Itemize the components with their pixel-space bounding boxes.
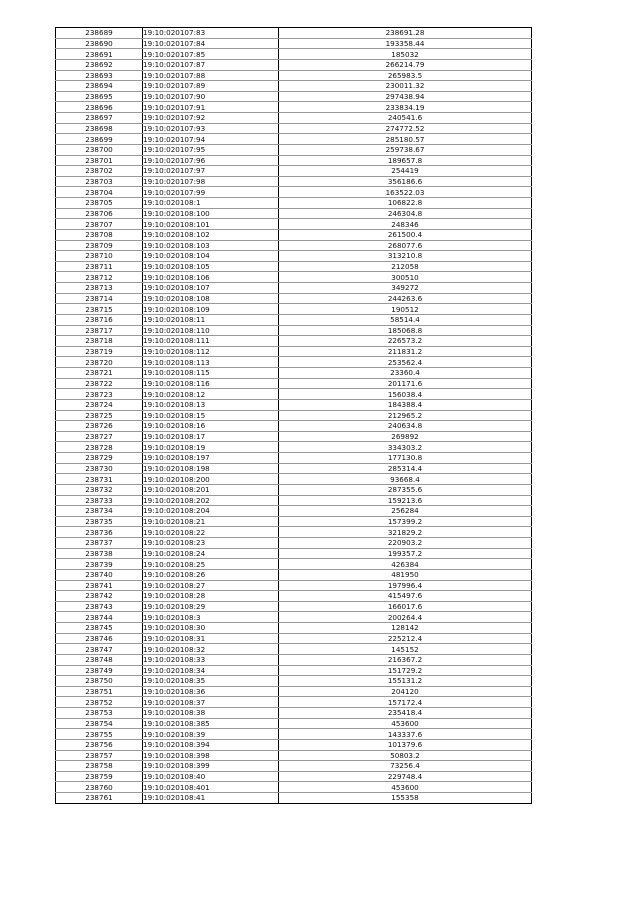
value-cell: 244263.6	[279, 293, 532, 304]
value-cell: 254419	[279, 166, 532, 177]
cadastral-number-cell: 19:10:020108:16	[143, 421, 279, 432]
cadastral-number-cell: 19:10:020108:28	[143, 591, 279, 602]
table-row	[56, 463, 532, 474]
cadastral-number-cell: 19:10:020108:200	[143, 474, 279, 485]
cadastral-number-cell: 19:10:020107:85	[143, 49, 279, 60]
cadastral-number-cell: 19:10:020108:385	[143, 718, 279, 729]
table-row	[56, 134, 532, 145]
table-row	[56, 49, 532, 60]
table-row	[56, 442, 532, 453]
table-row	[56, 229, 532, 240]
value-cell: 190512	[279, 304, 532, 315]
cadastral-number-cell: 19:10:020108:201	[143, 484, 279, 495]
table-row	[56, 591, 532, 602]
value-cell: 200264.4	[279, 612, 532, 623]
cadastral-number-cell: 19:10:020108:197	[143, 453, 279, 464]
row-number-cell: 238691	[56, 49, 143, 60]
value-cell: 156038.4	[279, 389, 532, 400]
table-row	[56, 484, 532, 495]
table-row	[56, 718, 532, 729]
table-row	[56, 346, 532, 357]
table-row	[56, 569, 532, 580]
cadastral-number-cell: 19:10:020108:36	[143, 686, 279, 697]
value-cell: 23360.4	[279, 368, 532, 379]
table-row	[56, 113, 532, 124]
table-row	[56, 272, 532, 283]
value-cell: 189657.8	[279, 155, 532, 166]
cadastral-number-cell: 19:10:020108:30	[143, 623, 279, 634]
row-number-cell: 238734	[56, 506, 143, 517]
row-number-cell: 238692	[56, 59, 143, 70]
table-row	[56, 644, 532, 655]
table-row	[56, 676, 532, 687]
row-number-cell: 238715	[56, 304, 143, 315]
table-row	[56, 761, 532, 772]
value-cell: 266214.79	[279, 59, 532, 70]
value-cell: 211831.2	[279, 346, 532, 357]
cadastral-number-cell: 19:10:020107:96	[143, 155, 279, 166]
row-number-cell: 238760	[56, 782, 143, 793]
cadastral-number-cell: 19:10:020108:103	[143, 240, 279, 251]
value-cell: 349272	[279, 283, 532, 294]
value-cell: 453600	[279, 782, 532, 793]
value-cell: 246304.8	[279, 208, 532, 219]
table-row	[56, 538, 532, 549]
value-cell: 143337.6	[279, 729, 532, 740]
row-number-cell: 238729	[56, 453, 143, 464]
row-number-cell: 238757	[56, 750, 143, 761]
row-number-cell: 238745	[56, 623, 143, 634]
row-number-cell: 238755	[56, 729, 143, 740]
table-row	[56, 38, 532, 49]
cadastral-number-cell: 19:10:020107:91	[143, 102, 279, 113]
cadastral-number-cell: 19:10:020107:88	[143, 70, 279, 81]
table-row	[56, 91, 532, 102]
cadastral-number-cell: 19:10:020108:107	[143, 283, 279, 294]
table-row	[56, 474, 532, 485]
table-row	[56, 601, 532, 612]
value-cell: 240634.8	[279, 421, 532, 432]
cadastral-number-cell: 19:10:020108:115	[143, 368, 279, 379]
value-cell: 155358	[279, 793, 532, 804]
value-cell: 184388.4	[279, 399, 532, 410]
table-row	[56, 708, 532, 719]
cadastral-number-cell: 19:10:020107:92	[143, 113, 279, 124]
cadastral-number-cell: 19:10:020107:84	[143, 38, 279, 49]
value-cell: 204120	[279, 686, 532, 697]
table-row	[56, 516, 532, 527]
cadastral-number-cell: 19:10:020108:39	[143, 729, 279, 740]
table-row	[56, 453, 532, 464]
row-number-cell: 238746	[56, 633, 143, 644]
row-number-cell: 238710	[56, 251, 143, 262]
cadastral-number-cell: 19:10:020108:34	[143, 665, 279, 676]
value-cell: 313210.8	[279, 251, 532, 262]
cadastral-number-cell: 19:10:020108:24	[143, 548, 279, 559]
table-row	[56, 368, 532, 379]
row-number-cell: 238759	[56, 771, 143, 782]
value-cell: 233834.19	[279, 102, 532, 113]
value-cell: 216367.2	[279, 654, 532, 665]
value-cell: 287355.6	[279, 484, 532, 495]
row-number-cell: 238693	[56, 70, 143, 81]
table-row	[56, 612, 532, 623]
cadastral-number-cell: 19:10:020108:23	[143, 538, 279, 549]
table-row	[56, 633, 532, 644]
cadastral-number-cell: 19:10:020108:15	[143, 410, 279, 421]
table-row	[56, 59, 532, 70]
row-number-cell: 238732	[56, 484, 143, 495]
row-number-cell: 238696	[56, 102, 143, 113]
row-number-cell: 238730	[56, 463, 143, 474]
table-row	[56, 421, 532, 432]
cadastral-number-cell: 19:10:020108:13	[143, 399, 279, 410]
row-number-cell: 238742	[56, 591, 143, 602]
cadastral-number-cell: 19:10:020108:202	[143, 495, 279, 506]
value-cell: 101379.6	[279, 739, 532, 750]
row-number-cell: 238737	[56, 538, 143, 549]
row-number-cell: 238699	[56, 134, 143, 145]
value-cell: 151729.2	[279, 665, 532, 676]
row-number-cell: 238697	[56, 113, 143, 124]
value-cell: 73256.4	[279, 761, 532, 772]
cadastral-number-cell: 19:10:020108:37	[143, 697, 279, 708]
data-table	[55, 27, 532, 804]
value-cell: 155131.2	[279, 676, 532, 687]
row-number-cell: 238712	[56, 272, 143, 283]
table-row	[56, 261, 532, 272]
table-row	[56, 357, 532, 368]
cadastral-number-cell: 19:10:020108:116	[143, 378, 279, 389]
table-row	[56, 506, 532, 517]
row-number-cell: 238739	[56, 559, 143, 570]
cadastral-number-cell: 19:10:020108:100	[143, 208, 279, 219]
row-number-cell: 238713	[56, 283, 143, 294]
row-number-cell: 238728	[56, 442, 143, 453]
row-number-cell: 238705	[56, 198, 143, 209]
value-cell: 212965.2	[279, 410, 532, 421]
row-number-cell: 238718	[56, 336, 143, 347]
value-cell: 159213.6	[279, 495, 532, 506]
table-row	[56, 304, 532, 315]
value-cell: 230011.32	[279, 81, 532, 92]
cadastral-number-cell: 19:10:020107:99	[143, 187, 279, 198]
table-row	[56, 198, 532, 209]
row-number-cell: 238716	[56, 314, 143, 325]
value-cell: 226573.2	[279, 336, 532, 347]
cadastral-number-cell: 19:10:020108:22	[143, 527, 279, 538]
value-cell: 356186.6	[279, 176, 532, 187]
value-cell: 297438.94	[279, 91, 532, 102]
table-row	[56, 176, 532, 187]
cadastral-number-cell: 19:10:020107:95	[143, 144, 279, 155]
row-number-cell: 238756	[56, 739, 143, 750]
cadastral-number-cell: 19:10:020108:40	[143, 771, 279, 782]
cadastral-number-cell: 19:10:020108:204	[143, 506, 279, 517]
cadastral-number-cell: 19:10:020108:25	[143, 559, 279, 570]
value-cell: 197996.4	[279, 580, 532, 591]
row-number-cell: 238722	[56, 378, 143, 389]
value-cell: 334303.2	[279, 442, 532, 453]
row-number-cell: 238689	[56, 28, 143, 39]
row-number-cell: 238707	[56, 219, 143, 230]
row-number-cell: 238748	[56, 654, 143, 665]
table-row	[56, 665, 532, 676]
value-cell: 426384	[279, 559, 532, 570]
cadastral-number-cell: 19:10:020108:33	[143, 654, 279, 665]
table-row	[56, 686, 532, 697]
row-number-cell: 238761	[56, 793, 143, 804]
table-row	[56, 314, 532, 325]
row-number-cell: 238753	[56, 708, 143, 719]
table-row	[56, 240, 532, 251]
row-number-cell: 238690	[56, 38, 143, 49]
table-row	[56, 654, 532, 665]
value-cell: 145152	[279, 644, 532, 655]
table-row	[56, 729, 532, 740]
cadastral-number-cell: 19:10:020108:35	[143, 676, 279, 687]
cadastral-number-cell: 19:10:020108:38	[143, 708, 279, 719]
row-number-cell: 238717	[56, 325, 143, 336]
value-cell: 185068.8	[279, 325, 532, 336]
row-number-cell: 238735	[56, 516, 143, 527]
table-row	[56, 559, 532, 570]
row-number-cell: 238708	[56, 229, 143, 240]
row-number-cell: 238700	[56, 144, 143, 155]
row-number-cell: 238714	[56, 293, 143, 304]
cadastral-number-cell: 19:10:020108:1	[143, 198, 279, 209]
value-cell: 235418.4	[279, 708, 532, 719]
row-number-cell: 238726	[56, 421, 143, 432]
value-cell: 268077.6	[279, 240, 532, 251]
table-row	[56, 293, 532, 304]
table-row	[56, 208, 532, 219]
row-number-cell: 238724	[56, 399, 143, 410]
row-number-cell: 238720	[56, 357, 143, 368]
cadastral-number-cell: 19:10:020108:106	[143, 272, 279, 283]
row-number-cell: 238744	[56, 612, 143, 623]
row-number-cell: 238694	[56, 81, 143, 92]
row-number-cell: 238698	[56, 123, 143, 134]
row-number-cell: 238721	[56, 368, 143, 379]
table-row	[56, 102, 532, 113]
value-cell: 240541.6	[279, 113, 532, 124]
value-cell: 50803.2	[279, 750, 532, 761]
value-cell: 163522.03	[279, 187, 532, 198]
value-cell: 166017.6	[279, 601, 532, 612]
table-row	[56, 697, 532, 708]
cadastral-number-cell: 19:10:020108:3	[143, 612, 279, 623]
cadastral-number-cell: 19:10:020108:12	[143, 389, 279, 400]
row-number-cell: 238747	[56, 644, 143, 655]
cadastral-number-cell: 19:10:020108:11	[143, 314, 279, 325]
table-row	[56, 283, 532, 294]
row-number-cell: 238743	[56, 601, 143, 612]
table-row	[56, 782, 532, 793]
cadastral-number-cell: 19:10:020107:98	[143, 176, 279, 187]
cadastral-number-cell: 19:10:020108:101	[143, 219, 279, 230]
row-number-cell: 238703	[56, 176, 143, 187]
cadastral-number-cell: 19:10:020107:89	[143, 81, 279, 92]
cadastral-number-cell: 19:10:020108:29	[143, 601, 279, 612]
cadastral-number-cell: 19:10:020108:113	[143, 357, 279, 368]
cadastral-number-cell: 19:10:020107:90	[143, 91, 279, 102]
table-row	[56, 187, 532, 198]
table-body	[56, 28, 532, 804]
cadastral-number-cell: 19:10:020108:21	[143, 516, 279, 527]
value-cell: 225212.4	[279, 633, 532, 644]
cadastral-number-cell: 19:10:020108:31	[143, 633, 279, 644]
cadastral-number-cell: 19:10:020107:93	[143, 123, 279, 134]
row-number-cell: 238723	[56, 389, 143, 400]
value-cell: 238691.28	[279, 28, 532, 39]
row-number-cell: 238701	[56, 155, 143, 166]
value-cell: 253562.4	[279, 357, 532, 368]
cadastral-number-cell: 19:10:020108:398	[143, 750, 279, 761]
value-cell: 285314.4	[279, 463, 532, 474]
value-cell: 229748.4	[279, 771, 532, 782]
row-number-cell: 238740	[56, 569, 143, 580]
table-row	[56, 771, 532, 782]
table-row	[56, 166, 532, 177]
row-number-cell: 238751	[56, 686, 143, 697]
table-row	[56, 793, 532, 804]
row-number-cell: 238754	[56, 718, 143, 729]
table-row	[56, 123, 532, 134]
value-cell: 285180.57	[279, 134, 532, 145]
cadastral-number-cell: 19:10:020108:105	[143, 261, 279, 272]
cadastral-number-cell: 19:10:020108:109	[143, 304, 279, 315]
value-cell: 201171.6	[279, 378, 532, 389]
value-cell: 58514.4	[279, 314, 532, 325]
table-row	[56, 325, 532, 336]
value-cell: 274772.52	[279, 123, 532, 134]
row-number-cell: 238725	[56, 410, 143, 421]
row-number-cell: 238695	[56, 91, 143, 102]
row-number-cell: 238738	[56, 548, 143, 559]
table-row	[56, 155, 532, 166]
cadastral-number-cell: 19:10:020108:41	[143, 793, 279, 804]
row-number-cell: 238702	[56, 166, 143, 177]
row-number-cell: 238719	[56, 346, 143, 357]
cadastral-number-cell: 19:10:020108:32	[143, 644, 279, 655]
value-cell: 106822.8	[279, 198, 532, 209]
cadastral-number-cell: 19:10:020108:112	[143, 346, 279, 357]
cadastral-number-cell: 19:10:020108:198	[143, 463, 279, 474]
table-row	[56, 378, 532, 389]
row-number-cell: 238733	[56, 495, 143, 506]
cadastral-number-cell: 19:10:020108:104	[143, 251, 279, 262]
cadastral-number-cell: 19:10:020108:26	[143, 569, 279, 580]
value-cell: 212058	[279, 261, 532, 272]
table-row	[56, 336, 532, 347]
cadastral-number-cell: 19:10:020108:17	[143, 431, 279, 442]
cadastral-number-cell: 19:10:020108:19	[143, 442, 279, 453]
row-number-cell: 238731	[56, 474, 143, 485]
value-cell: 248346	[279, 219, 532, 230]
value-cell: 157172.4	[279, 697, 532, 708]
value-cell: 177130.8	[279, 453, 532, 464]
table-row	[56, 251, 532, 262]
cadastral-number-cell: 19:10:020108:108	[143, 293, 279, 304]
cadastral-number-cell: 19:10:020108:102	[143, 229, 279, 240]
value-cell: 321829.2	[279, 527, 532, 538]
value-cell: 193358.44	[279, 38, 532, 49]
table-row	[56, 81, 532, 92]
table-row	[56, 431, 532, 442]
row-number-cell: 238741	[56, 580, 143, 591]
value-cell: 259738.67	[279, 144, 532, 155]
value-cell: 481950	[279, 569, 532, 580]
cadastral-number-cell: 19:10:020107:97	[143, 166, 279, 177]
row-number-cell: 238709	[56, 240, 143, 251]
table-row	[56, 389, 532, 400]
table-row	[56, 580, 532, 591]
value-cell: 93668.4	[279, 474, 532, 485]
table-row	[56, 527, 532, 538]
value-cell: 220903.2	[279, 538, 532, 549]
table-row	[56, 219, 532, 230]
value-cell: 453600	[279, 718, 532, 729]
row-number-cell: 238706	[56, 208, 143, 219]
value-cell: 415497.6	[279, 591, 532, 602]
table-row	[56, 750, 532, 761]
cadastral-number-cell: 19:10:020107:83	[143, 28, 279, 39]
value-cell: 157399.2	[279, 516, 532, 527]
table-row	[56, 144, 532, 155]
row-number-cell: 238727	[56, 431, 143, 442]
value-cell: 265983.5	[279, 70, 532, 81]
cadastral-number-cell: 19:10:020108:401	[143, 782, 279, 793]
table-row	[56, 495, 532, 506]
table-row	[56, 410, 532, 421]
table-row	[56, 739, 532, 750]
value-cell: 300510	[279, 272, 532, 283]
value-cell: 261500.4	[279, 229, 532, 240]
value-cell: 185032	[279, 49, 532, 60]
row-number-cell: 238749	[56, 665, 143, 676]
value-cell: 269892	[279, 431, 532, 442]
row-number-cell: 238711	[56, 261, 143, 272]
table-row	[56, 399, 532, 410]
row-number-cell: 238750	[56, 676, 143, 687]
cadastral-number-cell: 19:10:020108:111	[143, 336, 279, 347]
cadastral-number-cell: 19:10:020108:27	[143, 580, 279, 591]
value-cell: 256284	[279, 506, 532, 517]
cadastral-number-cell: 19:10:020108:394	[143, 739, 279, 750]
cadastral-number-cell: 19:10:020107:94	[143, 134, 279, 145]
cadastral-number-cell: 19:10:020108:110	[143, 325, 279, 336]
value-cell: 199357.2	[279, 548, 532, 559]
row-number-cell: 238704	[56, 187, 143, 198]
table-row	[56, 548, 532, 559]
row-number-cell: 238758	[56, 761, 143, 772]
table-row	[56, 28, 532, 39]
row-number-cell: 238736	[56, 527, 143, 538]
value-cell: 128142	[279, 623, 532, 634]
table-row	[56, 70, 532, 81]
cadastral-number-cell: 19:10:020107:87	[143, 59, 279, 70]
row-number-cell: 238752	[56, 697, 143, 708]
cadastral-number-cell: 19:10:020108:399	[143, 761, 279, 772]
table-row	[56, 623, 532, 634]
